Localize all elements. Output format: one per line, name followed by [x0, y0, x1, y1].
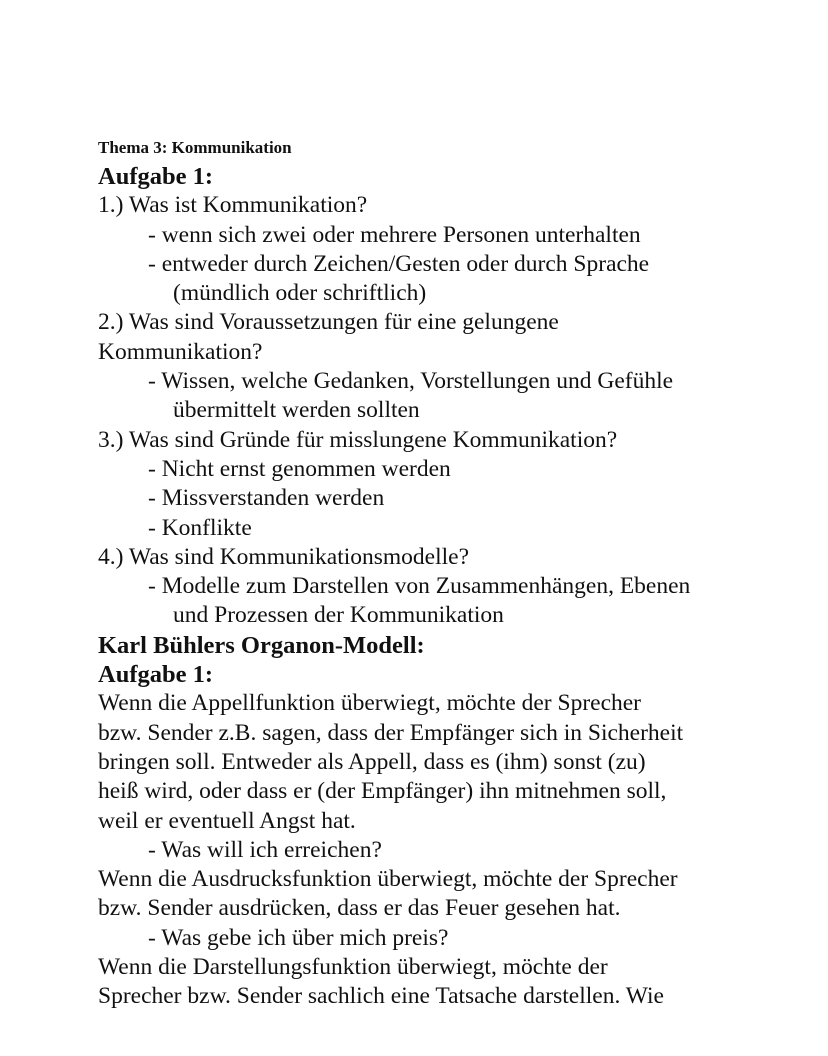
bullet-line: - Konflikte — [148, 514, 252, 541]
text-line: Wenn die Ausdrucksfunktion überwiegt, möchte der Sprecher — [98, 866, 678, 893]
text-line: bzw. Sender z.B. sagen, dass der Empfänger sich in Sicherheit — [98, 719, 684, 746]
text-line: 2.) Was sind Voraussetzungen für eine gelungene — [98, 309, 559, 336]
bullet-line: - Nicht ernst genommen werden — [148, 455, 451, 482]
text-line: Wenn die Appellfunktion überwiegt, möchte der Sprecher — [98, 690, 642, 717]
text-line: heiß wird, oder dass er (der Empfänger) ihn mitnehmen soll, — [98, 778, 667, 805]
text-line: weil er eventuell Angst hat. — [98, 807, 356, 834]
text-line: Kommunikation? — [98, 338, 263, 365]
bullet-line: - Missverstanden werden — [148, 485, 385, 512]
bullet-line: und Prozessen der Kommunikation — [173, 602, 504, 629]
bullet-line: - Modelle zum Darstellen von Zusammenhängen, Ebenen — [148, 573, 691, 600]
text-line: Wenn die Darstellungsfunktion überwiegt, möchte der — [98, 954, 608, 981]
section-heading: Aufgabe 1: — [98, 661, 214, 689]
text-line: bringen soll. Entweder als Appell, dass es (ihm) sonst (zu) — [98, 748, 646, 775]
bullet-line: - wenn sich zwei oder mehrere Personen unterhalten — [148, 221, 641, 248]
text-line: 3.) Was sind Gründe für misslungene Kommunikation? — [98, 426, 618, 453]
bullet-line: - entweder durch Zeichen/Gesten oder durch Sprache — [148, 250, 650, 277]
text-line: 4.) Was sind Kommunikationsmodelle? — [98, 543, 470, 570]
text-line: Sprecher bzw. Sender sachlich eine Tatsache darstellen. Wie — [98, 983, 664, 1010]
document-title: Thema 3: Kommunikation — [98, 138, 292, 157]
bullet-line: übermittelt werden sollten — [173, 397, 420, 424]
section-heading: Karl Bühlers Organon-Modell: — [98, 631, 425, 659]
bullet-line: (mündlich oder schriftlich) — [173, 280, 427, 307]
text-line: 1.) Was ist Kommunikation? — [98, 192, 368, 219]
text-line: bzw. Sender ausdrücken, dass er das Feuer gesehen hat. — [98, 895, 621, 922]
document-body — [98, 162, 798, 1012]
section-heading: Aufgabe 1: — [98, 163, 214, 190]
bullet-line: - Was gebe ich über mich preis? — [148, 924, 449, 951]
bullet-line: - Wissen, welche Gedanken, Vorstellungen und Gefühle — [148, 368, 674, 395]
bullet-line: - Was will ich erreichen? — [148, 836, 382, 863]
